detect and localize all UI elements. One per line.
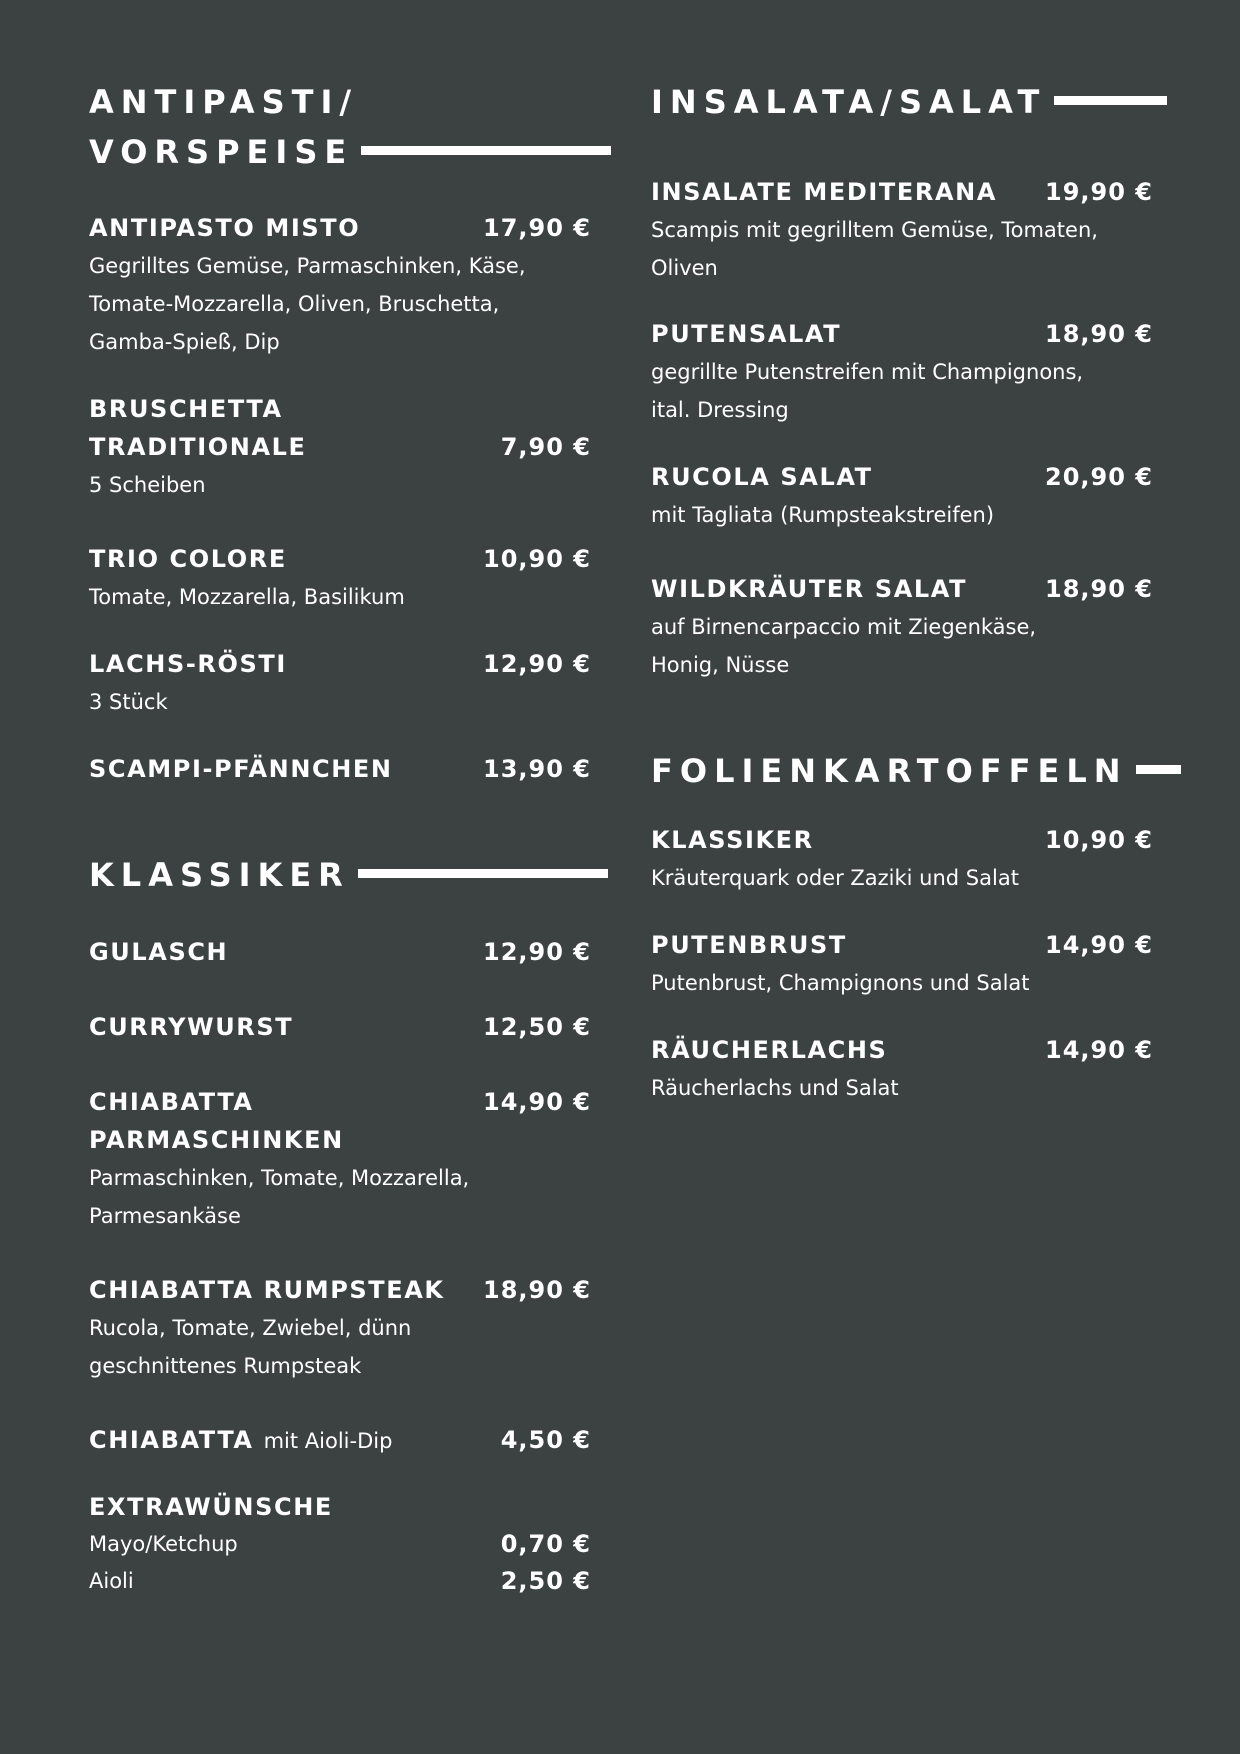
item-description: [651, 211, 1121, 287]
item-description: [89, 1309, 559, 1385]
menu-item-putenbrust: [651, 926, 1153, 1002]
description-line: Räucherlachs und Salat: [651, 1076, 899, 1100]
description-line: Rucola, Tomate, Zwiebel, dünn: [89, 1316, 412, 1340]
item-price: 18,90 €: [1045, 575, 1153, 603]
section-title-antipasti: [89, 77, 591, 177]
menu-item-currywurst: [89, 1008, 591, 1046]
section-title-text: VORSPEISE: [89, 133, 354, 171]
description-line: 5 Scheiben: [89, 473, 206, 497]
description-line: auf Birnencarpaccio mit Ziegenkäse,: [651, 615, 1037, 639]
item-price: 18,90 €: [483, 1276, 591, 1304]
item-description: [651, 859, 1121, 897]
description-line: Kräuterquark oder Zaziki und Salat: [651, 866, 1019, 890]
description-line: gegrillte Putenstreifen mit Champignons,: [651, 360, 1084, 384]
title-underline-bar: [361, 146, 611, 155]
description-line: Oliven: [651, 256, 718, 280]
description-line: Parmaschinken, Tomate, Mozzarella,: [89, 1166, 470, 1190]
item-description: [89, 1159, 559, 1235]
item-price: 12,90 €: [483, 938, 591, 966]
item-name-line: TRADITIONALE: [89, 433, 307, 461]
item-name: [89, 1083, 479, 1159]
item-name-line: PARMASCHINKEN: [89, 1126, 344, 1154]
description-line: Gegrilltes Gemüse, Parmaschinken, Käse,: [89, 254, 526, 278]
section-title-text: INSALATA/SALAT: [651, 83, 1047, 121]
item-price: 18,90 €: [1045, 320, 1153, 348]
section-title-folienkartoffeln: [651, 746, 1153, 796]
menu-item-klassiker-kartoffel: [651, 821, 1153, 897]
section-title-line-1: ANTIPASTI/: [89, 83, 359, 121]
item-description: [89, 578, 559, 616]
item-price: 7,90 €: [500, 433, 591, 461]
item-name-suffix: mit Aioli-Dip: [263, 1429, 393, 1453]
item-name: [89, 390, 479, 466]
menu-item-bruschetta: [89, 390, 591, 504]
description-line: Putenbrust, Champignons und Salat: [651, 971, 1030, 995]
menu-item-gulasch: [89, 933, 591, 971]
item-description: [89, 247, 559, 361]
section-title-insalata: [651, 77, 1153, 127]
item-description: [89, 683, 559, 721]
menu-item-trio-colore: [89, 540, 591, 616]
extra-label: Aioli: [89, 1569, 134, 1593]
menu-item-rucola-salat: [651, 458, 1153, 534]
item-price: 17,90 €: [483, 214, 591, 242]
item-price: 19,90 €: [1045, 178, 1153, 206]
extra-row-aioli: [89, 1563, 591, 1600]
menu-item-antipasto-misto: [89, 209, 591, 361]
item-price: 4,50 €: [500, 1426, 591, 1454]
description-line: Honig, Nüsse: [651, 653, 790, 677]
menu-item-chiabatta-aioli: [89, 1421, 591, 1460]
item-description: [651, 1069, 1121, 1107]
menu-item-lachs-roesti: [89, 645, 591, 721]
item-price: 20,90 €: [1045, 463, 1153, 491]
item-name: TRIO COLORE: [89, 545, 287, 573]
item-description: [89, 466, 559, 504]
description-line: 3 Stück: [89, 690, 168, 714]
description-line: Tomate-Mozzarella, Oliven, Bruschetta,: [89, 292, 500, 316]
item-price: 12,50 €: [483, 1013, 591, 1041]
item-description: [651, 496, 1121, 534]
menu-item-insalate-mediterana: [651, 173, 1153, 287]
description-line: geschnittenes Rumpsteak: [89, 1354, 362, 1378]
item-price: 10,90 €: [1045, 826, 1153, 854]
section-title-text: KLASSIKER: [89, 856, 350, 894]
extra-row-mayo-ketchup: [89, 1526, 591, 1563]
item-description: [651, 353, 1121, 429]
item-name: [89, 1421, 479, 1460]
item-price: 14,90 €: [483, 1088, 591, 1116]
item-name: ANTIPASTO MISTO: [89, 214, 361, 242]
item-name: EXTRAWÜNSCHE: [89, 1493, 333, 1521]
section-title-line-2: [89, 127, 591, 177]
menu-item-extrawuensche: [89, 1488, 591, 1600]
menu-item-chiabatta-parmaschinken: [89, 1083, 591, 1235]
item-name: KLASSIKER: [651, 826, 814, 854]
menu-item-putensalat: [651, 315, 1153, 429]
item-name-line: BRUSCHETTA: [89, 395, 283, 423]
menu-item-wildkraeuter-salat: [651, 570, 1153, 684]
item-price: 14,90 €: [1045, 931, 1153, 959]
section-title-text: FOLIENKARTOFFELN: [651, 752, 1128, 790]
item-name: RUCOLA SALAT: [651, 463, 873, 491]
item-price: 13,90 €: [483, 755, 591, 783]
section-title-klassiker: [89, 850, 591, 900]
item-name: CHIABATTA RUMPSTEAK: [89, 1276, 445, 1304]
extra-price: 2,50 €: [500, 1567, 591, 1595]
menu-item-chiabatta-rumpsteak: [89, 1271, 591, 1385]
item-name: INSALATE MEDITERANA: [651, 178, 998, 206]
item-name-line: CHIABATTA: [89, 1088, 254, 1116]
title-underline-bar: [1136, 765, 1181, 774]
menu-item-raeucherlachs: [651, 1031, 1153, 1107]
item-name: SCAMPI-PFÄNNCHEN: [89, 755, 393, 783]
description-line: Tomate, Mozzarella, Basilikum: [89, 585, 405, 609]
title-underline-bar: [358, 869, 608, 878]
item-name: GULASCH: [89, 938, 229, 966]
description-line: Gamba-Spieß, Dip: [89, 330, 280, 354]
description-line: Parmesankäse: [89, 1204, 241, 1228]
item-name: RÄUCHERLACHS: [651, 1036, 888, 1064]
title-underline-bar: [1054, 96, 1167, 105]
item-name: WILDKRÄUTER SALAT: [651, 575, 968, 603]
description-line: ital. Dressing: [651, 398, 789, 422]
item-description: [651, 608, 1121, 684]
item-name-text: CHIABATTA: [89, 1426, 254, 1454]
item-name: LACHS-RÖSTI: [89, 650, 287, 678]
item-name: CURRYWURST: [89, 1013, 294, 1041]
menu-item-scampi-pfaennchen: [89, 750, 591, 788]
item-price: 14,90 €: [1045, 1036, 1153, 1064]
item-name: PUTENBRUST: [651, 931, 847, 959]
item-price: 10,90 €: [483, 545, 591, 573]
item-name: PUTENSALAT: [651, 320, 842, 348]
item-description: [651, 964, 1121, 1002]
extra-price: 0,70 €: [500, 1530, 591, 1558]
extra-label: Mayo/Ketchup: [89, 1532, 238, 1556]
description-line: mit Tagliata (Rumpsteakstreifen): [651, 503, 995, 527]
description-line: Scampis mit gegrilltem Gemüse, Tomaten,: [651, 218, 1098, 242]
item-price: 12,90 €: [483, 650, 591, 678]
